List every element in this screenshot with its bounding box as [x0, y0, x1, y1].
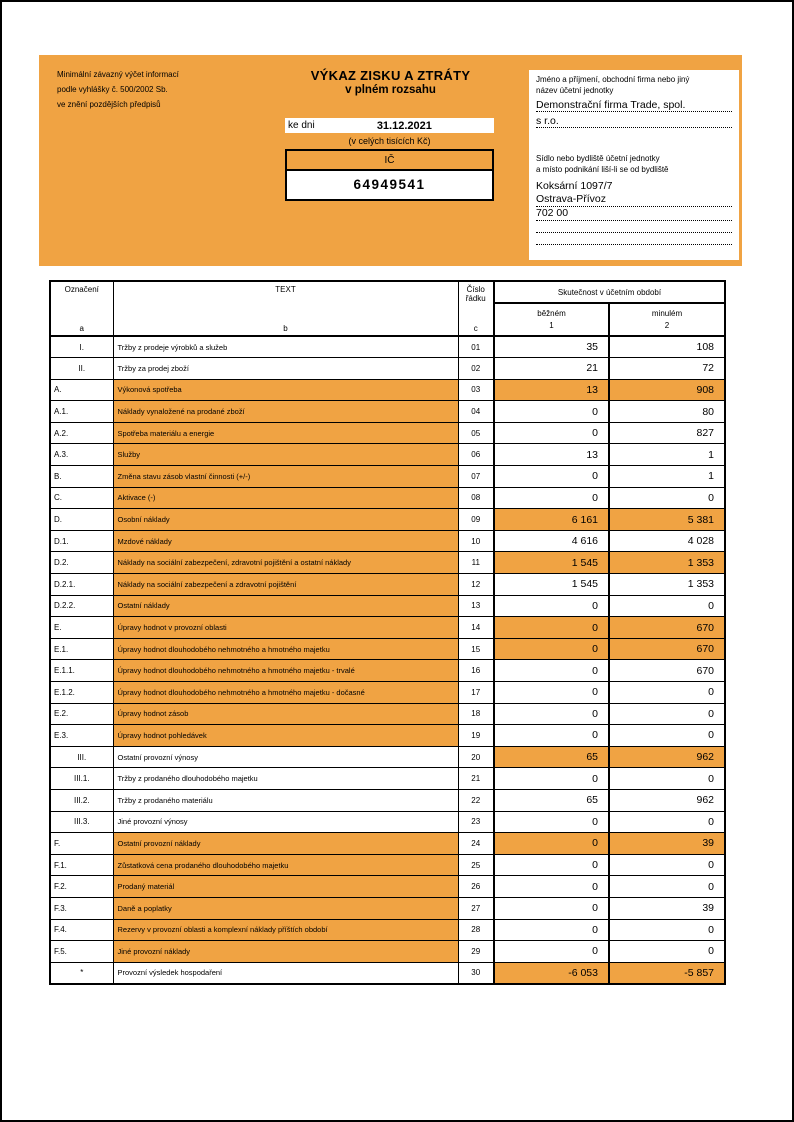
- row-text: Tržby z prodeje výrobků a služeb: [113, 336, 458, 358]
- company-name-continued: s r.o.: [536, 115, 732, 128]
- header-line-number: Číslo řádku c: [458, 281, 494, 336]
- row-text: Aktivace (-): [113, 487, 458, 509]
- row-value-previous: 80: [609, 401, 725, 423]
- row-line-number: 19: [458, 725, 494, 747]
- row-value-current: 0: [494, 617, 609, 639]
- row-designation: B.: [50, 466, 113, 488]
- row-text: Úpravy hodnot dlouhodobého nehmotného a hmotného majetku: [113, 638, 458, 660]
- row-value-current: 0: [494, 919, 609, 941]
- row-line-number: 25: [458, 854, 494, 876]
- table-row: [50, 422, 725, 444]
- row-text: Tržby z prodaného materiálu: [113, 789, 458, 811]
- table-row: [50, 725, 725, 747]
- row-value-previous: 908: [609, 379, 725, 401]
- table-row: [50, 638, 725, 660]
- row-line-number: 22: [458, 789, 494, 811]
- row-text: Úpravy hodnot pohledávek: [113, 725, 458, 747]
- row-value-current: 1 545: [494, 552, 609, 574]
- row-value-current: 0: [494, 487, 609, 509]
- table-row: [50, 595, 725, 617]
- row-value-current: 0: [494, 854, 609, 876]
- row-value-previous: 108: [609, 336, 725, 358]
- row-text: Náklady vynaložené na prodané zboží: [113, 401, 458, 423]
- row-value-previous: 0: [609, 811, 725, 833]
- row-value-previous: 1: [609, 466, 725, 488]
- row-designation: F.1.: [50, 854, 113, 876]
- row-designation: E.2.: [50, 703, 113, 725]
- row-text: Tržby z prodaného dlouhodobého majetku: [113, 768, 458, 790]
- row-designation: A.2.: [50, 422, 113, 444]
- table-row: [50, 789, 725, 811]
- row-value-current: -6 053: [494, 962, 609, 984]
- row-value-current: 0: [494, 941, 609, 963]
- row-text: Změna stavu zásob vlastní činnosti (+/-): [113, 466, 458, 488]
- company-box: [529, 70, 739, 260]
- row-line-number: 10: [458, 530, 494, 552]
- table-row: [50, 530, 725, 552]
- row-value-previous: 39: [609, 897, 725, 919]
- row-value-previous: 962: [609, 746, 725, 768]
- row-value-current: 0: [494, 703, 609, 725]
- row-designation: E.1.: [50, 638, 113, 660]
- table-row: [50, 768, 725, 790]
- row-designation: III.: [50, 746, 113, 768]
- table-row: [50, 897, 725, 919]
- company-street: Koksární 1097/7: [536, 180, 613, 192]
- row-line-number: 28: [458, 919, 494, 941]
- row-value-current: 0: [494, 833, 609, 855]
- row-value-previous: 72: [609, 358, 725, 380]
- table-row: [50, 444, 725, 466]
- row-value-current: 0: [494, 466, 609, 488]
- row-text: Úpravy hodnot dlouhodobého nehmotného a hmotného majetku - dočasné: [113, 682, 458, 704]
- row-text: Zůstatková cena prodaného dlouhodobého majetku: [113, 854, 458, 876]
- row-line-number: 09: [458, 509, 494, 531]
- table-row: [50, 552, 725, 574]
- row-line-number: 01: [458, 336, 494, 358]
- row-value-previous: 0: [609, 703, 725, 725]
- table-row: [50, 660, 725, 682]
- row-value-current: 21: [494, 358, 609, 380]
- row-designation: F.: [50, 833, 113, 855]
- row-designation: D.2.2.: [50, 595, 113, 617]
- table-row: [50, 487, 725, 509]
- row-text: Spotřeba materiálu a energie: [113, 422, 458, 444]
- row-value-previous: 0: [609, 487, 725, 509]
- table-row: [50, 876, 725, 898]
- header-text: TEXT b: [113, 281, 458, 336]
- row-line-number: 11: [458, 552, 494, 574]
- row-designation: I.: [50, 336, 113, 358]
- row-value-previous: 0: [609, 941, 725, 963]
- table-row: [50, 401, 725, 423]
- row-value-current: 65: [494, 746, 609, 768]
- row-designation: F.2.: [50, 876, 113, 898]
- row-text: Náklady na sociální zabezpečení a zdravotní pojištění: [113, 574, 458, 596]
- legal-note-line: Minimální závazný výčet informací: [57, 70, 179, 79]
- row-text: Jiné provozní výnosy: [113, 811, 458, 833]
- row-text: Daně a poplatky: [113, 897, 458, 919]
- row-value-current: 0: [494, 897, 609, 919]
- row-value-current: 0: [494, 768, 609, 790]
- row-value-current: 65: [494, 789, 609, 811]
- company-name-label: Jméno a příjmení, obchodní firma nebo jiný název účetní jednotky: [536, 75, 690, 95]
- table-row: [50, 833, 725, 855]
- table-row: [50, 962, 725, 984]
- row-value-current: 0: [494, 725, 609, 747]
- row-text: Osobní náklady: [113, 509, 458, 531]
- row-text: Provozní výsledek hospodaření: [113, 962, 458, 984]
- ic-box: [285, 149, 494, 201]
- date-field: [285, 118, 494, 133]
- row-text: Úpravy hodnot dlouhodobého nehmotného a hmotného majetku - trvalé: [113, 660, 458, 682]
- ic-label: IČ: [287, 151, 492, 171]
- company-zip: 702 00: [536, 207, 732, 221]
- row-value-previous: 1 353: [609, 552, 725, 574]
- header-previous-period: minulém 2: [609, 303, 725, 336]
- row-line-number: 15: [458, 638, 494, 660]
- row-value-previous: 0: [609, 725, 725, 747]
- table-row: [50, 682, 725, 704]
- row-line-number: 03: [458, 379, 494, 401]
- pl-table-body: [50, 336, 725, 984]
- row-value-previous: -5 857: [609, 962, 725, 984]
- row-text: Služby: [113, 444, 458, 466]
- row-text: Rezervy v provozní oblasti a komplexní náklady příštích období: [113, 919, 458, 941]
- row-text: Ostatní náklady: [113, 595, 458, 617]
- row-line-number: 24: [458, 833, 494, 855]
- table-row: [50, 466, 725, 488]
- row-value-current: 0: [494, 682, 609, 704]
- row-designation: III.1.: [50, 768, 113, 790]
- row-line-number: 27: [458, 897, 494, 919]
- row-line-number: 26: [458, 876, 494, 898]
- row-value-previous: 0: [609, 854, 725, 876]
- ic-value: 64949541: [287, 171, 492, 199]
- row-value-current: 0: [494, 595, 609, 617]
- row-line-number: 16: [458, 660, 494, 682]
- row-line-number: 20: [458, 746, 494, 768]
- row-value-previous: 670: [609, 638, 725, 660]
- row-value-current: 0: [494, 876, 609, 898]
- header-designation: Označení a: [50, 281, 113, 336]
- row-value-current: 6 161: [494, 509, 609, 531]
- row-value-previous: 0: [609, 682, 725, 704]
- company-city: Ostrava-Přívoz: [536, 193, 732, 207]
- page-subtitle: v plném rozsahu: [345, 84, 436, 96]
- row-value-current: 13: [494, 379, 609, 401]
- row-text: Mzdové náklady: [113, 530, 458, 552]
- dotted-line: [536, 221, 732, 233]
- row-designation: D.: [50, 509, 113, 531]
- row-value-previous: 39: [609, 833, 725, 855]
- row-line-number: 14: [458, 617, 494, 639]
- row-line-number: 07: [458, 466, 494, 488]
- table-row: [50, 919, 725, 941]
- row-designation: D.2.: [50, 552, 113, 574]
- table-row: [50, 941, 725, 963]
- row-designation: F.4.: [50, 919, 113, 941]
- row-text: Prodaný materiál: [113, 876, 458, 898]
- form-header: [39, 55, 742, 266]
- row-line-number: 30: [458, 962, 494, 984]
- row-designation: C.: [50, 487, 113, 509]
- row-designation: III.2.: [50, 789, 113, 811]
- table-row: [50, 811, 725, 833]
- row-designation: E.1.1.: [50, 660, 113, 682]
- row-designation: F.5.: [50, 941, 113, 963]
- table-row: [50, 509, 725, 531]
- row-value-previous: 1 353: [609, 574, 725, 596]
- row-value-current: 0: [494, 422, 609, 444]
- units-note: (v celých tisících Kč): [348, 136, 431, 146]
- table-row: [50, 358, 725, 380]
- row-value-previous: 670: [609, 660, 725, 682]
- header-period-group: Skutečnost v účetním období: [494, 281, 725, 303]
- table-row: [50, 336, 725, 358]
- row-line-number: 18: [458, 703, 494, 725]
- row-designation: D.2.1.: [50, 574, 113, 596]
- row-value-current: 0: [494, 660, 609, 682]
- row-line-number: 12: [458, 574, 494, 596]
- row-text: Tržby za prodej zboží: [113, 358, 458, 380]
- row-value-current: 0: [494, 638, 609, 660]
- row-value-previous: 962: [609, 789, 725, 811]
- row-designation: II.: [50, 358, 113, 380]
- row-value-previous: 5 381: [609, 509, 725, 531]
- row-designation: E.: [50, 617, 113, 639]
- table-row: [50, 854, 725, 876]
- row-line-number: 04: [458, 401, 494, 423]
- table-row: [50, 574, 725, 596]
- row-text: Náklady na sociální zabezpečení, zdravotní pojištění a ostatní náklady: [113, 552, 458, 574]
- row-value-previous: 0: [609, 768, 725, 790]
- row-value-current: 13: [494, 444, 609, 466]
- row-text: Ostatní provozní náklady: [113, 833, 458, 855]
- row-line-number: 17: [458, 682, 494, 704]
- row-value-current: 4 616: [494, 530, 609, 552]
- header-current-period: běžném 1: [494, 303, 609, 336]
- date-label: ke dni: [288, 120, 315, 131]
- date-value: 31.12.2021: [376, 119, 432, 132]
- row-text: Úpravy hodnot v provozní oblasti: [113, 617, 458, 639]
- company-seat-label: Sídlo nebo bydliště účetní jednotky a místo podnikání liší-li se od bydliště: [536, 154, 669, 174]
- row-value-current: 35: [494, 336, 609, 358]
- table-row: [50, 617, 725, 639]
- row-designation: E.3.: [50, 725, 113, 747]
- row-designation: D.1.: [50, 530, 113, 552]
- row-designation: *: [50, 962, 113, 984]
- page-title: VÝKAZ ZISKU A ZTRÁTY: [310, 68, 471, 83]
- table-row: [50, 746, 725, 768]
- company-name: Demonstrační firma Trade, spol.: [536, 99, 732, 112]
- row-line-number: 21: [458, 768, 494, 790]
- legal-note-line: ve znění pozdějších předpisů: [57, 100, 161, 109]
- row-designation: A.: [50, 379, 113, 401]
- row-line-number: 23: [458, 811, 494, 833]
- row-designation: A.1.: [50, 401, 113, 423]
- row-value-previous: 827: [609, 422, 725, 444]
- row-text: Úpravy hodnot zásob: [113, 703, 458, 725]
- row-line-number: 05: [458, 422, 494, 444]
- table-row: [50, 379, 725, 401]
- row-designation: E.1.2.: [50, 682, 113, 704]
- row-value-previous: 0: [609, 595, 725, 617]
- legal-note-line: podle vyhlášky č. 500/2002 Sb.: [57, 85, 168, 94]
- row-value-current: 0: [494, 811, 609, 833]
- row-value-previous: 0: [609, 876, 725, 898]
- row-designation: A.3.: [50, 444, 113, 466]
- row-value-previous: 0: [609, 919, 725, 941]
- row-value-current: 0: [494, 401, 609, 423]
- dotted-line: [536, 233, 732, 245]
- row-line-number: 06: [458, 444, 494, 466]
- row-designation: III.3.: [50, 811, 113, 833]
- row-line-number: 02: [458, 358, 494, 380]
- profit-loss-table: [49, 280, 726, 985]
- row-value-current: 1 545: [494, 574, 609, 596]
- row-value-previous: 670: [609, 617, 725, 639]
- row-designation: F.3.: [50, 897, 113, 919]
- row-line-number: 13: [458, 595, 494, 617]
- row-text: Jiné provozní náklady: [113, 941, 458, 963]
- row-text: Výkonová spotřeba: [113, 379, 458, 401]
- row-text: Ostatní provozní výnosy: [113, 746, 458, 768]
- row-line-number: 08: [458, 487, 494, 509]
- row-line-number: 29: [458, 941, 494, 963]
- row-value-previous: 4 028: [609, 530, 725, 552]
- table-row: [50, 703, 725, 725]
- row-value-previous: 1: [609, 444, 725, 466]
